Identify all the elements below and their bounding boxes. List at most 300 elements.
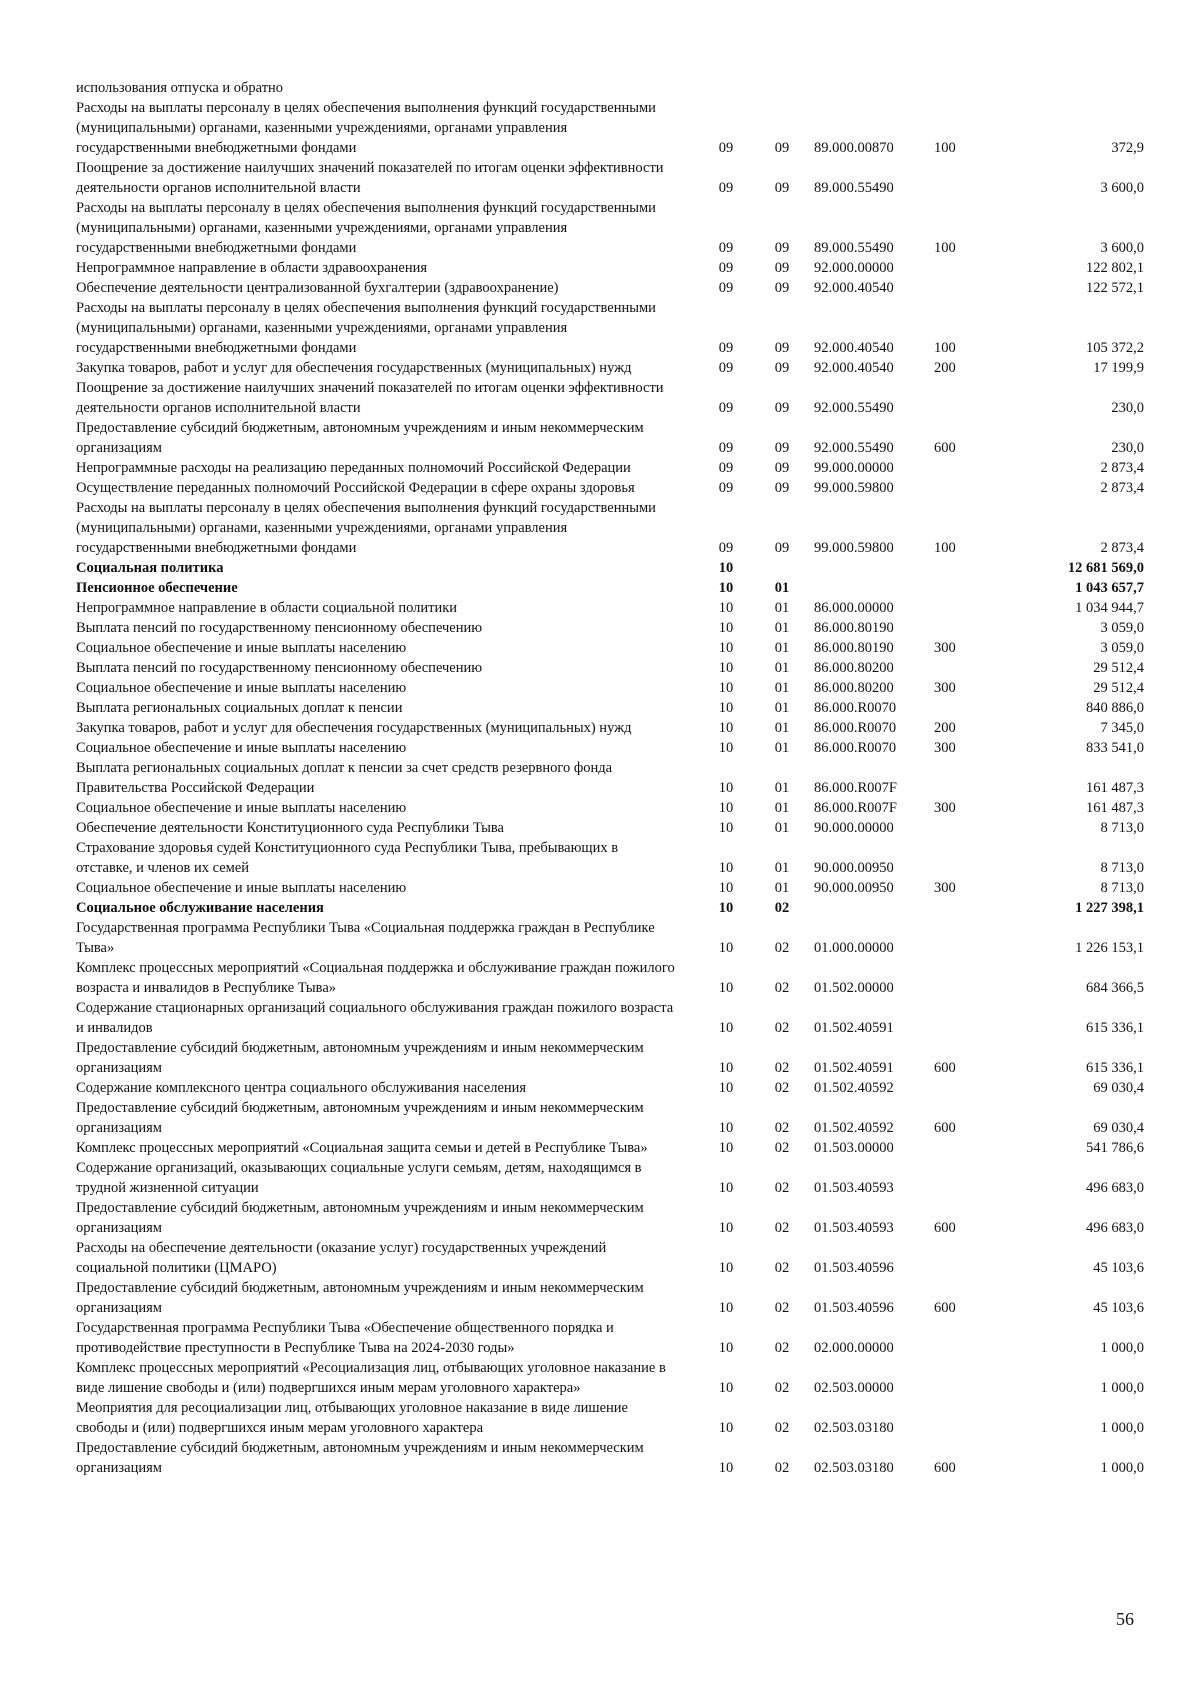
table-body [76,78,1144,1478]
amount-cell: 7 345,0 [1100,720,1144,736]
subsection-code-cell: 01 [774,780,790,796]
subsection-code-cell: 02 [774,1060,790,1076]
table-row [76,798,1144,818]
target-article-code-cell [808,898,934,918]
amount-cell: 122 802,1 [1086,260,1144,276]
section-heading-row [76,578,1144,598]
section-code-cell: 09 [718,360,734,376]
table-row [76,638,1144,658]
section-code-cell: 09 [718,480,734,496]
target-article-code-cell: 02.503.03180 [814,1460,894,1476]
expenditure-name-cell: Социальное обслуживание населения [76,900,324,916]
expenditure-name-cell: Выплата региональных социальных доплат к пенсии [76,700,403,716]
target-article-code-cell: 86.000.80190 [814,640,894,656]
section-code-cell: 10 [718,600,734,616]
section-heading-row [76,558,1144,578]
expenditure-name-cell: использования отпуска и обратно [76,80,284,96]
section-code-cell: 10 [718,580,734,596]
subsection-code-cell: 09 [774,180,790,196]
amount-cell: 615 336,1 [1086,1020,1144,1036]
subsection-code-cell: 02 [774,1220,790,1236]
table-row [76,1078,1144,1098]
target-article-code-cell: 92.000.40540 [814,360,894,376]
table-row [76,158,1144,198]
amount-cell: 230,0 [1111,400,1144,416]
table-row [76,1158,1144,1198]
expenditure-name-cell: Расходы на выплаты персоналу в целях обеспечения выполнения функций государственными (муниципальными) органами, казенными учреждениями, органами управления государственными внебюджетными фондами [76,200,656,256]
section-code-cell: 10 [718,880,734,896]
table-row [76,258,1144,278]
section-code-cell: 10 [718,1220,734,1236]
expenditure-name-cell: Содержание стационарных организаций социального обслуживания граждан пожилого возраста и инвалидов [76,1000,674,1036]
expense-type-code-cell [934,478,994,498]
expense-type-code-cell [934,658,994,678]
expenditure-name-cell: Государственная программа Республики Тыва «Обеспечение общественного порядка и противодействие преступности в Республике Тыва на 2024-2030 годы» [76,1320,614,1356]
amount-cell: 69 030,4 [1093,1080,1144,1096]
section-code-cell: 09 [718,400,734,416]
amount-cell: 8 713,0 [1100,880,1144,896]
expense-type-code-cell: 100 [934,340,956,356]
section-code-cell: 10 [718,560,734,576]
section-code-cell: 10 [718,980,734,996]
table-row [76,98,1144,158]
expenditure-name-cell: Закупка товаров, работ и услуг для обеспечения государственных (муниципальных) нужд [76,720,632,736]
expense-type-code-cell [934,618,994,638]
expense-type-code-cell [934,1318,994,1358]
amount-cell: 615 336,1 [1086,1060,1144,1076]
amount-cell: 3 600,0 [1100,240,1144,256]
subsection-code-cell: 02 [774,1260,790,1276]
table-row [76,818,1144,838]
expenditure-name-cell: Социальное обеспечение и иные выплаты населению [76,640,407,656]
section-code-cell: 10 [718,940,734,956]
target-article-code-cell: 01.502.40591 [814,1060,894,1076]
section-code-cell: 09 [718,140,734,156]
expense-type-code-cell [934,1158,994,1198]
amount-cell: 840 886,0 [1086,700,1144,716]
expense-type-code-cell [934,1138,994,1158]
expense-type-code-cell: 600 [934,1120,956,1136]
amount-cell: 1 000,0 [1100,1340,1144,1356]
section-code-cell: 10 [718,1380,734,1396]
amount-cell: 496 683,0 [1086,1220,1144,1236]
amount-cell: 161 487,3 [1086,780,1144,796]
target-article-code-cell: 01.503.40596 [814,1260,894,1276]
target-article-code-cell: 01.000.00000 [814,940,894,956]
table-row [76,658,1144,678]
section-code-cell: 10 [718,680,734,696]
section-code-cell: 10 [718,1180,734,1196]
target-article-code-cell: 92.000.55490 [814,400,894,416]
amount-cell: 230,0 [1111,440,1144,456]
expense-type-code-cell: 600 [934,440,956,456]
section-code-cell: 10 [718,860,734,876]
amount-cell: 684 366,5 [1086,980,1144,996]
subsection-code-cell: 09 [774,340,790,356]
table-row [76,1358,1144,1398]
target-article-code-cell: 86.000.80190 [814,620,894,636]
amount-cell: 2 873,4 [1100,480,1144,496]
amount-cell: 2 873,4 [1100,460,1144,476]
subsection-code-cell: 01 [774,740,790,756]
table-row [76,198,1144,258]
expenditure-name-cell: Выплата пенсий по государственному пенсионному обеспечению [76,620,483,636]
subsection-code-cell: 01 [774,580,790,596]
amount-cell: 2 873,4 [1100,540,1144,556]
expenditure-name-cell: Предоставление субсидий бюджетным, автономным учреждениям и иным некоммерческим организациям [76,1100,644,1136]
expenditure-name-cell: Социальное обеспечение и иные выплаты населению [76,880,407,896]
target-article-code-cell: 02.000.00000 [814,1340,894,1356]
amount-cell: 8 713,0 [1100,820,1144,836]
target-article-code-cell: 01.502.00000 [814,980,894,996]
amount-cell: 372,9 [1111,140,1144,156]
budget-table [76,78,1144,1478]
amount-cell: 833 541,0 [1086,740,1144,756]
target-article-code-cell: 90.000.00000 [814,820,894,836]
target-article-code-cell [808,78,934,98]
subsection-code-cell: 01 [774,680,790,696]
subsection-code-cell: 09 [774,480,790,496]
amount-cell: 12 681 569,0 [1067,560,1144,576]
amount-cell [994,78,1144,98]
expenditure-name-cell: Расходы на обеспечение деятельности (оказание услуг) государственных учреждений социальной политики (ЦМАРО) [76,1240,607,1276]
expenditure-name-cell: Комплекс процессных мероприятий «Социальная защита семьи и детей в Республике Тыва» [76,1140,648,1156]
section-heading-row [76,898,1144,918]
subsection-code-cell: 09 [774,240,790,256]
subsection-code-cell: 02 [774,900,790,916]
expenditure-name-cell: Обеспечение деятельности Конституционного суда Республики Тыва [76,820,504,836]
table-row [76,298,1144,358]
target-article-code-cell: 89.000.00870 [814,140,894,156]
amount-cell: 1 226 153,1 [1075,940,1144,956]
expenditure-name-cell: Содержание комплексного центра социального обслуживания населения [76,1080,527,1096]
section-code-cell: 10 [718,1340,734,1356]
table-row [76,1198,1144,1238]
table-row [76,718,1144,738]
expenditure-name-cell: Выплата пенсий по государственному пенсионному обеспечению [76,660,483,676]
expenditure-name-cell: Расходы на выплаты персоналу в целях обеспечения выполнения функций государственными (муниципальными) органами, казенными учреждениями, органами управления государственными внебюджетными фондами [76,300,656,356]
expenditure-name-cell: Предоставление субсидий бюджетным, автономным учреждениям и иным некоммерческим организациям [76,1200,644,1236]
expenditure-name-cell: Выплата региональных социальных доплат к пенсии за счет средств резервного фонда Правительства Российской Федерации [76,760,613,796]
expense-type-code-cell [934,558,994,578]
section-code-cell: 10 [718,1460,734,1476]
table-row [76,418,1144,458]
target-article-code-cell: 90.000.00950 [814,860,894,876]
section-code-cell: 10 [718,1080,734,1096]
amount-cell: 105 372,2 [1086,340,1144,356]
target-article-code-cell: 90.000.00950 [814,880,894,896]
expense-type-code-cell [934,1238,994,1278]
section-code-cell: 10 [718,800,734,816]
expenditure-name-cell: Государственная программа Республики Тыва «Социальная поддержка граждан в Республике Тыва» [76,920,655,956]
expense-type-code-cell: 300 [934,880,956,896]
table-row [76,598,1144,618]
amount-cell: 1 000,0 [1100,1420,1144,1436]
subsection-code-cell [756,78,808,98]
subsection-code-cell: 01 [774,820,790,836]
amount-cell: 122 572,1 [1086,280,1144,296]
subsection-code-cell: 01 [774,880,790,896]
expense-type-code-cell [934,158,994,198]
expenditure-name-cell: Расходы на выплаты персоналу в целях обеспечения выполнения функций государственными (муниципальными) органами, казенными учреждениями, органами управления государственными внебюджетными фондами [76,100,656,156]
amount-cell: 29 512,4 [1093,680,1144,696]
expense-type-code-cell [934,898,994,918]
table-row [76,698,1144,718]
table-row [76,738,1144,758]
expense-type-code-cell: 300 [934,740,956,756]
target-article-code-cell: 01.503.00000 [814,1140,894,1156]
expenditure-name-cell: Непрограммное направление в области социальной политики [76,600,458,616]
expense-type-code-cell [934,918,994,958]
page-number: 56 [1116,1609,1134,1629]
target-article-code-cell: 86.000.R0070 [814,700,897,716]
expenditure-name-cell: Комплекс процессных мероприятий «Социальная поддержка и обслуживание граждан пожилого возраста и инвалидов в Республике Тыва» [76,960,675,996]
amount-cell: 45 103,6 [1093,1260,1144,1276]
expense-type-code-cell [934,1358,994,1398]
amount-cell: 3 059,0 [1100,640,1144,656]
table-row [76,918,1144,958]
table-row [76,1438,1144,1478]
subsection-code-cell: 01 [774,720,790,736]
target-article-code-cell: 99.000.59800 [814,480,894,496]
amount-cell: 1 000,0 [1100,1460,1144,1476]
expenditure-name-cell: Непрограммные расходы на реализацию переданных полномочий Российской Федерации [76,460,631,476]
expenditure-name-cell: Предоставление субсидий бюджетным, автономным учреждениям и иным некоммерческим организациям [76,1440,644,1476]
section-code-cell: 10 [718,1420,734,1436]
section-code-cell: 10 [718,820,734,836]
amount-cell: 1 034 944,7 [1075,600,1144,616]
amount-cell: 1 227 398,1 [1075,900,1144,916]
table-row [76,358,1144,378]
subsection-code-cell: 09 [774,540,790,556]
expense-type-code-cell: 300 [934,800,956,816]
subsection-code-cell: 01 [774,640,790,656]
target-article-code-cell: 86.000.R007F [814,780,897,796]
expenditure-name-cell: Страхование здоровья судей Конституционного суда Республики Тыва, пребывающих в отставке, и членов их семей [76,840,619,876]
expenditure-name-cell: Пенсионное обеспечение [76,580,238,596]
target-article-code-cell: 86.000.00000 [814,600,894,616]
subsection-code-cell: 02 [774,1460,790,1476]
amount-cell: 541 786,6 [1086,1140,1144,1156]
amount-cell: 3 600,0 [1100,180,1144,196]
section-code-cell: 09 [718,240,734,256]
expense-type-code-cell [934,1398,994,1438]
subsection-code-cell: 09 [774,360,790,376]
table-row [76,1318,1144,1358]
expenditure-name-cell: Социальная политика [76,560,224,576]
subsection-code-cell: 02 [774,1340,790,1356]
section-code-cell: 10 [718,660,734,676]
expenditure-name-cell: Социальное обеспечение и иные выплаты населению [76,740,407,756]
expense-type-code-cell [934,818,994,838]
subsection-code-cell: 01 [774,800,790,816]
expenditure-name-cell: Предоставление субсидий бюджетным, автономным учреждениям и иным некоммерческим организациям [76,1040,644,1076]
target-article-code-cell: 01.502.40591 [814,1020,894,1036]
target-article-code-cell: 92.000.00000 [814,260,894,276]
subsection-code-cell: 01 [774,620,790,636]
target-article-code-cell: 99.000.59800 [814,540,894,556]
section-code-cell: 10 [718,740,734,756]
amount-cell: 3 059,0 [1100,620,1144,636]
expenditure-name-cell: Социальное обеспечение и иные выплаты населению [76,800,407,816]
expenditure-name-cell: Обеспечение деятельности централизованной бухгалтерии (здравоохранение) [76,280,559,296]
expense-type-code-cell: 600 [934,1300,956,1316]
expense-type-code-cell [934,598,994,618]
expenditure-name-cell: Предоставление субсидий бюджетным, автономным учреждениям и иным некоммерческим организациям [76,420,644,456]
target-article-code-cell: 01.503.40596 [814,1300,894,1316]
target-article-code-cell: 86.000.80200 [814,660,894,676]
section-code-cell: 10 [718,620,734,636]
table-row [76,1038,1144,1078]
expense-type-code-cell [934,698,994,718]
target-article-code-cell: 86.000.R0070 [814,720,897,736]
target-article-code-cell: 92.000.40540 [814,340,894,356]
section-code-cell: 09 [718,280,734,296]
amount-cell: 161 487,3 [1086,800,1144,816]
expenditure-name-cell: Комплекс процессных мероприятий «Ресоциализация лиц, отбывающих уголовное наказание в виде лишение свободы и (или) подвергшихся иным мерам уголовного характера» [76,1360,666,1396]
expense-type-code-cell [934,458,994,478]
expense-type-code-cell [934,1078,994,1098]
amount-cell: 45 103,6 [1093,1300,1144,1316]
section-code-cell: 09 [718,180,734,196]
expense-type-code-cell: 300 [934,640,956,656]
subsection-code-cell: 09 [774,460,790,476]
table-row [76,1278,1144,1318]
subsection-code-cell: 02 [774,1180,790,1196]
amount-cell: 496 683,0 [1086,1180,1144,1196]
table-row [76,278,1144,298]
amount-cell: 1 000,0 [1100,1380,1144,1396]
expense-type-code-cell [934,958,994,998]
target-article-code-cell: 01.503.40593 [814,1180,894,1196]
expenditure-name-cell: Предоставление субсидий бюджетным, автономным учреждениям и иным некоммерческим организациям [76,1280,644,1316]
expenditure-name-cell: Поощрение за достижение наилучших значений показателей по итогам оценки эффективности деятельности органов исполнительной власти [76,160,664,196]
subsection-code-cell: 02 [774,1120,790,1136]
table-row [76,998,1144,1038]
amount-cell: 29 512,4 [1093,660,1144,676]
target-article-code-cell: 02.503.00000 [814,1380,894,1396]
expenditure-name-cell: Социальное обеспечение и иные выплаты населению [76,680,407,696]
table-row [76,458,1144,478]
target-article-code-cell: 86.000.R007F [814,800,897,816]
subsection-code-cell: 02 [774,1080,790,1096]
expense-type-code-cell [934,998,994,1038]
section-code-cell: 09 [718,460,734,476]
table-row [76,1098,1144,1138]
table-row [76,78,1144,98]
target-article-code-cell [808,558,934,578]
table-row [76,958,1144,998]
expenditure-name-cell: Поощрение за достижение наилучших значений показателей по итогам оценки эффективности деятельности органов исполнительной власти [76,380,664,416]
subsection-code-cell: 01 [774,860,790,876]
expense-type-code-cell: 600 [934,1460,956,1476]
section-code-cell: 10 [718,1120,734,1136]
target-article-code-cell: 89.000.55490 [814,180,894,196]
amount-cell: 8 713,0 [1100,860,1144,876]
expenditure-name-cell: Содержание организаций, оказывающих социальные услуги семьям, детям, находящимся в трудной жизненной ситуации [76,1160,642,1196]
subsection-code-cell: 09 [774,280,790,296]
subsection-code-cell: 02 [774,1020,790,1036]
expense-type-code-cell [934,578,994,598]
target-article-code-cell: 92.000.55490 [814,440,894,456]
section-code-cell: 10 [718,1260,734,1276]
table-row [76,618,1144,638]
expense-type-code-cell [934,378,994,418]
subsection-code-cell: 09 [774,140,790,156]
amount-cell: 1 043 657,7 [1075,580,1144,596]
expense-type-code-cell: 200 [934,720,956,736]
section-code-cell: 10 [718,720,734,736]
subsection-code-cell: 02 [774,1140,790,1156]
expense-type-code-cell: 100 [934,140,956,156]
section-code-cell [696,78,756,98]
expense-type-code-cell: 100 [934,240,956,256]
target-article-code-cell: 89.000.55490 [814,240,894,256]
amount-cell: 17 199,9 [1093,360,1144,376]
table-row [76,378,1144,418]
section-code-cell: 09 [718,540,734,556]
expense-type-code-cell: 300 [934,680,956,696]
subsection-code-cell: 01 [774,600,790,616]
table-row [76,498,1144,558]
target-article-code-cell: 99.000.00000 [814,460,894,476]
target-article-code-cell: 86.000.80200 [814,680,894,696]
subsection-code-cell: 02 [774,1300,790,1316]
expense-type-code-cell [934,258,994,278]
expense-type-code-cell: 100 [934,540,956,556]
table-row [76,678,1144,698]
section-code-cell: 10 [718,780,734,796]
expense-type-code-cell: 200 [934,360,956,376]
subsection-code-cell: 02 [774,980,790,996]
section-code-cell: 10 [718,1020,734,1036]
table-row [76,1238,1144,1278]
section-code-cell: 09 [718,440,734,456]
target-article-code-cell: 92.000.40540 [814,280,894,296]
subsection-code-cell: 09 [774,440,790,456]
table-row [76,838,1144,878]
expense-type-code-cell [934,78,994,98]
subsection-code-cell: 02 [774,1420,790,1436]
subsection-code-cell: 02 [774,1380,790,1396]
expense-type-code-cell: 600 [934,1220,956,1236]
target-article-code-cell: 01.502.40592 [814,1080,894,1096]
expense-type-code-cell [934,758,994,798]
section-code-cell: 10 [718,1140,734,1156]
subsection-code-cell [756,558,808,578]
table-row [76,758,1144,798]
table-row [76,878,1144,898]
expenditure-name-cell: Меоприятия для ресоциализации лиц, отбывающих уголовное наказание в виде лишение свободы и (или) подвергшихся иным мерам уголовного характера [76,1400,628,1436]
expense-type-code-cell [934,838,994,878]
target-article-code-cell [808,578,934,598]
subsection-code-cell: 02 [774,940,790,956]
amount-cell: 69 030,4 [1093,1120,1144,1136]
subsection-code-cell: 01 [774,700,790,716]
section-code-cell: 09 [718,260,734,276]
section-code-cell: 10 [718,900,734,916]
subsection-code-cell: 09 [774,400,790,416]
table-row [76,1138,1144,1158]
expenditure-name-cell: Закупка товаров, работ и услуг для обеспечения государственных (муниципальных) нужд [76,360,632,376]
table-row [76,1398,1144,1438]
subsection-code-cell: 01 [774,660,790,676]
section-code-cell: 10 [718,1300,734,1316]
target-article-code-cell: 01.503.40593 [814,1220,894,1236]
target-article-code-cell: 01.502.40592 [814,1120,894,1136]
section-code-cell: 09 [718,340,734,356]
section-code-cell: 10 [718,640,734,656]
